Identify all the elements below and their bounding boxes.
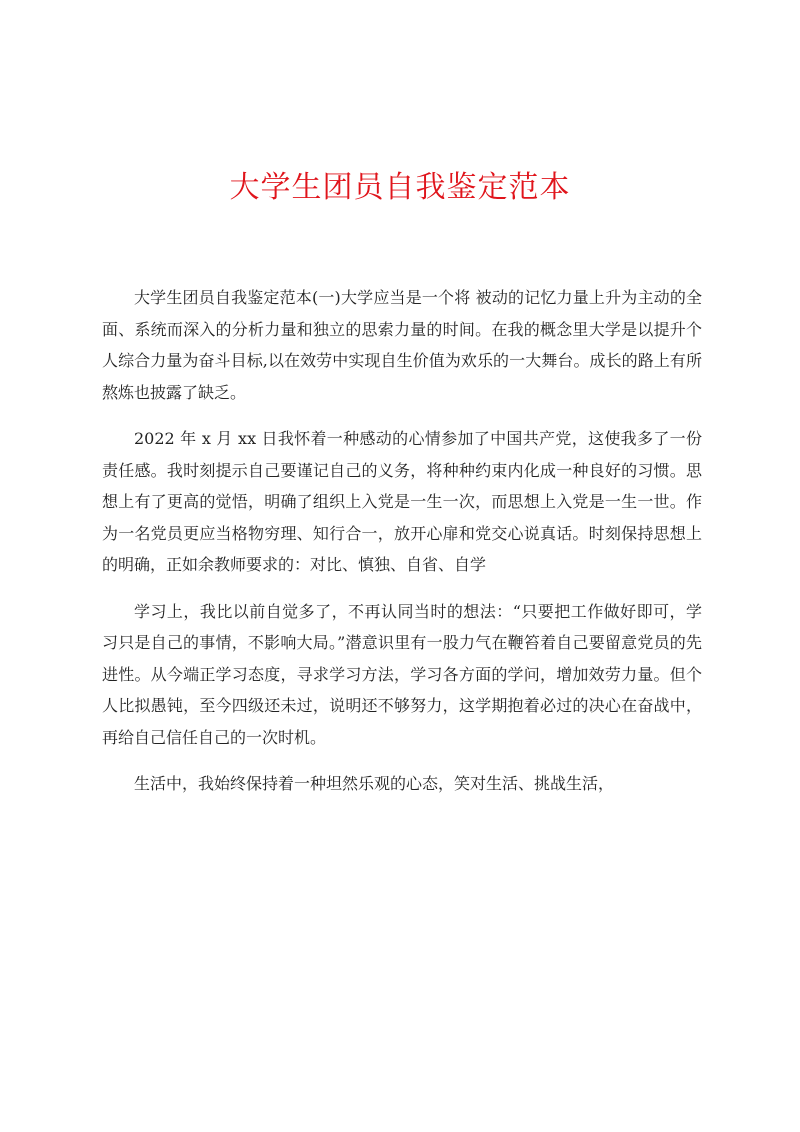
paragraph: 大学生团员自我鉴定范本(一)大学应当是一个将 被动的记忆力量上升为主动的全面、系统而深入的分析力量和独立的思索力量的时间。在我的概念里大学是以提升个人综合力量为奋斗目标,以在效劳中实现自生价值为欢乐的一大舞台。成长的路上有所熬炼也披露了缺乏。: [102, 288, 702, 402]
paragraph: 生活中，我始终保持着一种坦然乐观的心态，笑对生活、挑战生活，: [134, 774, 615, 793]
paragraph: 学习上，我比以前自觉多了，不再认同当时的想法：“只要把工作做好即可，学习只是自己的事情，不影响大局。”潜意识里有一股力气在鞭笞着自己要留意党员的先进性。从今端正学习态度，寻求学习方法，学习各方面的学问，增加效劳力量。但个人比拟愚钝，至今四级还未过，说明还不够努力，这学期抱着必过的决心在奋战中，再给自己信任自己的一次时机。: [102, 601, 702, 747]
document-body: [102, 282, 702, 815]
document-title: 大学生团员自我鉴定范本: [229, 170, 571, 205]
paragraph: 2022 年 x 月 xx 日我怀着一种感动的心情参加了中国共产党，这使我多了一份责任感。我时刻提示自己要谨记自己的义务，将种种约束内化成一种良好的习惯。思想上有了更高的觉悟，明确了组织上入党是一生一次，而思想上入党是一生一世。作为一名党员更应当格物穷理、知行合一，放开心扉和党交心说真话。时刻保持思想上的明确，正如余教师要求的：对比、慎独、自省、自学: [102, 429, 702, 574]
